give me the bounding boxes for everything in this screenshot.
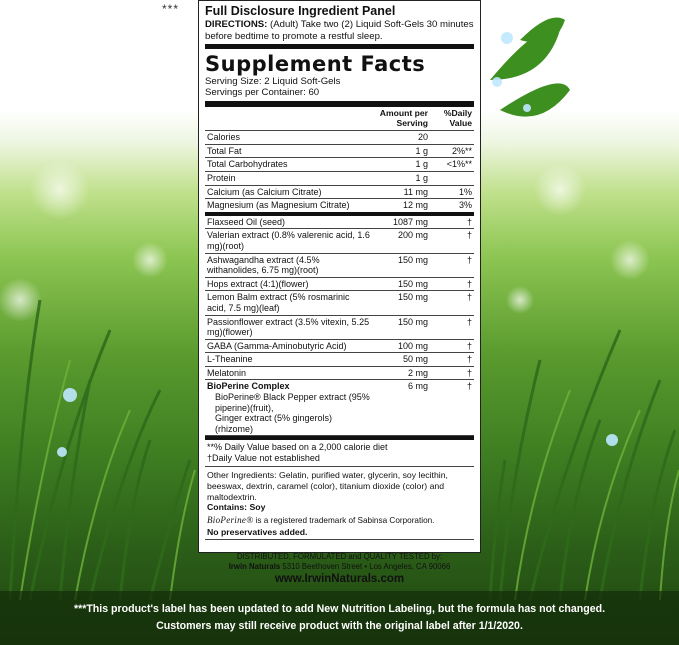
table-row	[205, 131, 474, 145]
directions-text: (Adult) Take two (2) Liquid Soft-Gels 30 minutes before bedtime to promote a restful sleep.	[205, 19, 474, 42]
ingredient-amount: 150 mg	[372, 315, 430, 339]
ingredient-name: GABA (Gamma-Aminobutyric Acid)	[205, 339, 372, 353]
ingredient-dv: 2%**	[430, 144, 474, 158]
ingredient-amount: 150 mg	[372, 291, 430, 315]
header-daily-value: %Daily Value	[430, 107, 474, 131]
distributor-info	[205, 552, 474, 572]
ingredient-name: Calories	[205, 131, 372, 145]
table-row	[205, 144, 474, 158]
ingredient-name: Calcium (as Calcium Citrate)	[205, 185, 372, 199]
table-row	[205, 315, 474, 339]
serving-size: Serving Size: 2 Liquid Soft-Gels	[205, 76, 341, 87]
distributor-company: Irwin Naturals	[228, 561, 281, 571]
ingredient-dv	[430, 171, 474, 185]
ingredient-name: Lemon Balm extract (5% rosmarinic acid, 7.5 mg)(leaf)	[205, 291, 372, 315]
ingredient-dv: †	[430, 353, 474, 367]
trademark-note	[205, 513, 474, 526]
footnote-dv: **% Daily Value based on a 2,000 calorie diet	[207, 442, 388, 453]
ingredient-name: Flaxseed Oil (seed)	[205, 214, 372, 229]
ingredient-amount: 150 mg	[372, 253, 430, 277]
distributor-address: 5310 Beethoven Street • Los Angeles, CA 90066	[282, 561, 451, 571]
ingredient-panel	[198, 0, 481, 585]
trademark-text: is a registered trademark of Sabinsa Corporation.	[255, 515, 435, 525]
table-row	[205, 353, 474, 367]
table-row	[205, 229, 474, 253]
footnotes	[205, 440, 474, 466]
ingredient-amount: 50 mg	[372, 353, 430, 367]
table-row	[205, 171, 474, 185]
header-amount: Amount per Serving	[372, 107, 430, 131]
ingredient-dv: †	[430, 339, 474, 353]
ingredient-amount: 100 mg	[372, 339, 430, 353]
ingredient-amount: 200 mg	[372, 229, 430, 253]
ingredient-name: Protein	[205, 171, 372, 185]
no-preservatives: No preservatives added.	[205, 526, 474, 540]
table-row	[205, 214, 474, 229]
bioperine-line2: Ginger extract (5% gingerols)(rhizome)	[215, 413, 333, 434]
directions	[205, 19, 474, 42]
ingredient-name: Magnesium (as Magnesium Citrate)	[205, 199, 372, 214]
other-ingredients-text: Gelatin, purified water, glycerin, soy lecithin, beeswax, dextrin, caramel (color), titanium dioxide (color) and maltodextrin.	[207, 470, 448, 502]
ingredient-dv: †	[430, 366, 474, 380]
table-row	[205, 277, 474, 291]
supplement-facts-heading: Supplement Facts	[205, 44, 474, 76]
panel-title: Full Disclosure Ingredient Panel	[205, 4, 396, 18]
ingredient-amount: 12 mg	[372, 199, 430, 214]
distributor-line: DISTRIBUTED, FORMULATED and QUALITY TESTED by:	[236, 551, 443, 561]
ingredient-amount: 20	[372, 131, 430, 145]
table-row	[205, 291, 474, 315]
ingredient-dv: †	[430, 214, 474, 229]
bioperine-logo: BioPerine®	[207, 514, 254, 525]
ingredient-name: Melatonin	[205, 366, 372, 380]
ingredient-name: L-Theanine	[205, 353, 372, 367]
notice-line2: Customers may still receive product with the original label after 1/1/2020.	[156, 620, 523, 632]
ingredient-dv: <1%**	[430, 158, 474, 172]
ingredient-name: Passionflower extract (3.5% vitexin, 5.25 mg)(flower)	[205, 315, 372, 339]
bioperine-line1: BioPerine® Black Pepper extract (95% piperine)(fruit),	[215, 392, 370, 413]
table-row	[205, 158, 474, 172]
label-update-notice	[0, 591, 679, 645]
footnote-dagger: †Daily Value not established	[207, 453, 320, 464]
table-row	[205, 199, 474, 214]
servings-per-container: Servings per Container: 60	[205, 87, 320, 98]
ingredient-dv: †	[430, 291, 474, 315]
table-row	[205, 185, 474, 199]
ingredient-amount: 1 g	[372, 158, 430, 172]
notice-line1: ***This product's label has been updated to add New Nutrition Labeling, but the formula has not changed.	[73, 603, 606, 615]
asterisk-marker: ***	[162, 2, 180, 16]
bioperine-amount: 6 mg	[372, 380, 430, 436]
ingredient-dv	[430, 131, 474, 145]
ingredient-rows	[205, 214, 474, 380]
ingredient-dv: 1%	[430, 185, 474, 199]
ingredient-name: Total Carbohydrates	[205, 158, 372, 172]
table-row	[205, 366, 474, 380]
directions-label: DIRECTIONS:	[205, 19, 268, 30]
ingredient-dv: †	[430, 315, 474, 339]
ingredient-amount: 1 g	[372, 144, 430, 158]
facts-table	[205, 107, 474, 436]
bioperine-dv: †	[430, 380, 474, 436]
ingredient-dv: †	[430, 277, 474, 291]
ingredient-name: Hops extract (4:1)(flower)	[205, 277, 372, 291]
ingredient-amount: 1087 mg	[372, 214, 430, 229]
website-url: www.IrwinNaturals.com	[274, 572, 405, 585]
other-ingredients	[205, 466, 474, 512]
ingredient-amount: 2 mg	[372, 366, 430, 380]
ingredient-dv: †	[430, 253, 474, 277]
nutrition-rows	[205, 131, 474, 214]
ingredient-dv: 3%	[430, 199, 474, 214]
table-row	[205, 339, 474, 353]
table-row	[205, 380, 474, 436]
ingredient-dv: †	[430, 229, 474, 253]
table-row	[205, 253, 474, 277]
table-header-row	[205, 107, 474, 131]
ingredient-name: Total Fat	[205, 144, 372, 158]
bioperine-name: BioPerine Complex	[207, 381, 290, 392]
other-ingredients-label: Other Ingredients:	[207, 470, 277, 481]
contains-allergen: Contains: Soy	[207, 502, 266, 513]
ingredient-amount: 11 mg	[372, 185, 430, 199]
ingredient-amount: 1 g	[372, 171, 430, 185]
bioperine-block	[205, 380, 474, 436]
ingredient-name: Ashwagandha extract (4.5% withanolides, 6.75 mg)(root)	[205, 253, 372, 277]
ingredient-name: Valerian extract (0.8% valerenic acid, 1.6 mg)(root)	[205, 229, 372, 253]
ingredient-amount: 150 mg	[372, 277, 430, 291]
